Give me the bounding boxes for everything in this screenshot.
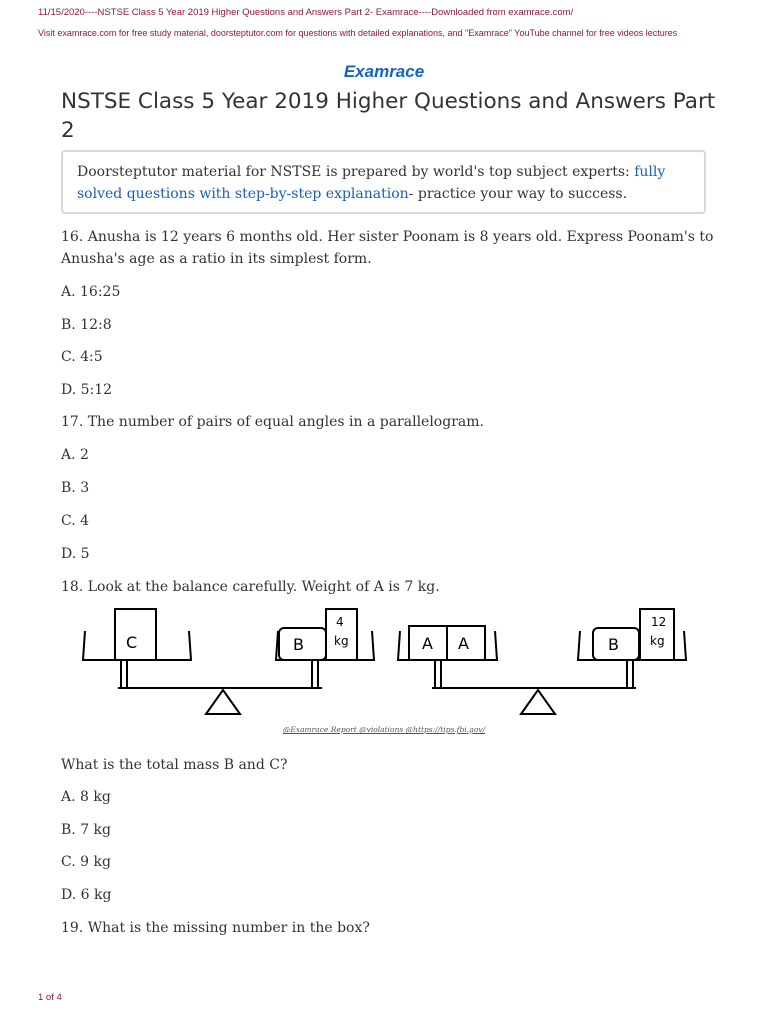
box-b-left-label: B xyxy=(293,635,304,654)
q18-option-d: D. 6 kg xyxy=(61,887,112,903)
q16-option-d: D. 5:12 xyxy=(61,382,113,398)
box-b-right-label: B xyxy=(608,635,619,654)
q18-option-b: B. 7 kg xyxy=(61,822,111,838)
question-17-text: 17. The number of pairs of equal angles in a parallelogram. xyxy=(61,414,484,430)
q17-option-a: A. 2 xyxy=(61,447,89,463)
image-credit-link[interactable]: @Examrace Report @violations @https://tips.fbi.gov/ xyxy=(282,725,486,734)
q17-option-b: B. 3 xyxy=(61,480,90,496)
question-18-text: 18. Look at the balance carefully. Weight of A is 7 kg. xyxy=(61,579,440,595)
left-balance-scale xyxy=(83,609,374,714)
q17-option-d: D. 5 xyxy=(61,546,90,562)
right-balance-scale xyxy=(398,609,686,714)
notice-text-before: Doorsteptutor material for NSTSE is prepared by world's top subject experts: xyxy=(77,164,635,180)
visit-notice-line: Visit examrace.com for free study material, doorsteptutor.com for questions with detailed explanations, and "Examrace" YouTube channel for free videos lectures xyxy=(38,28,678,38)
right-balance-fulcrum xyxy=(521,690,555,714)
question-18-prompt: What is the total mass B and C? xyxy=(61,757,288,773)
box-c-label: C xyxy=(126,633,138,652)
q16-option-c: C. 4:5 xyxy=(61,349,103,365)
promo-notice-box xyxy=(61,150,706,214)
q17-option-c: C. 4 xyxy=(61,513,90,529)
box-a-1-label: A xyxy=(422,634,433,653)
left-balance-fulcrum xyxy=(206,690,240,714)
balance-figure xyxy=(60,604,710,716)
weight-12-unit: kg xyxy=(650,634,665,648)
box-a-2-label: A xyxy=(458,634,469,653)
q18-option-c: C. 9 kg xyxy=(61,854,111,870)
brand-heading[interactable]: Examrace xyxy=(343,62,425,81)
notice-link[interactable]: fully solved questions with step-by-step explanation xyxy=(77,164,666,202)
q18-option-a: A. 8 kg xyxy=(61,789,111,805)
question-19-text: 19. What is the missing number in the box? xyxy=(61,920,370,936)
question-16-text: 16. Anusha is 12 years 6 months old. Her sister Poonam is 8 years old. Express Poonam's to Anusha's age as a ratio in its simplest form. xyxy=(61,229,714,267)
q16-option-b: B. 12:8 xyxy=(61,317,112,333)
notice-text-after: - practice your way to success. xyxy=(408,186,628,202)
download-header-line: 11/15/2020----NSTSE Class 5 Year 2019 Higher Questions and Answers Part 2- Examrace----Downloaded from examrace.com/ xyxy=(38,7,574,18)
weight-4-unit: kg xyxy=(334,634,349,648)
right-balance-right-pan xyxy=(578,631,686,660)
weight-12-value: 12 xyxy=(651,615,667,629)
page-indicator: 1 of 4 xyxy=(38,992,62,1003)
q16-option-a: A. 16:25 xyxy=(61,284,121,300)
page-title: NSTSE Class 5 Year 2019 Higher Questions and Answers Part 2 xyxy=(61,89,716,143)
weight-4-value: 4 xyxy=(336,615,344,629)
